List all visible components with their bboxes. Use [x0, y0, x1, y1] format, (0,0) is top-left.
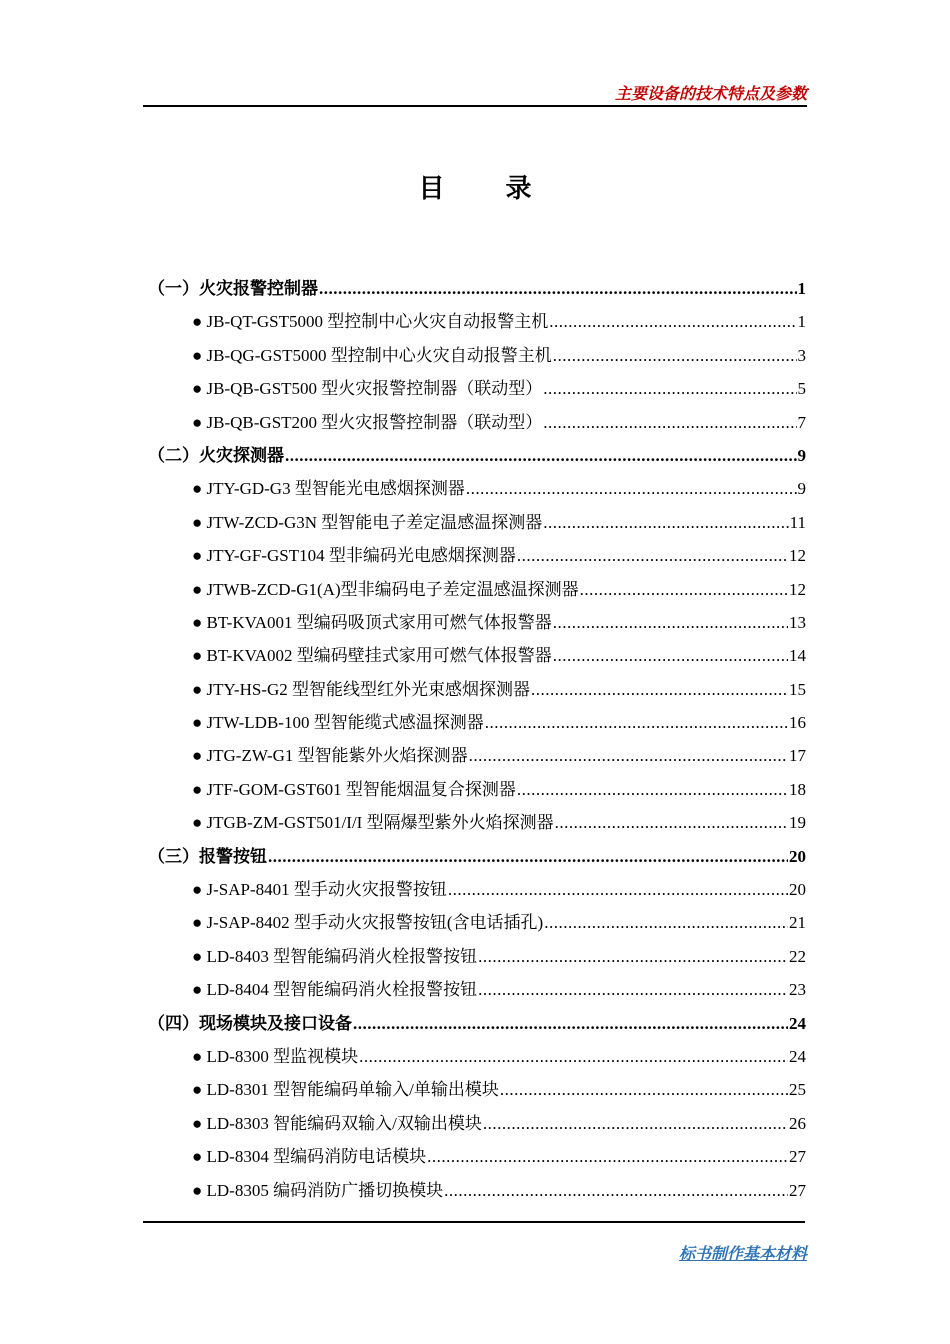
- toc-entry-label: （三）报警按钮: [148, 846, 267, 866]
- toc-item-entry[interactable]: [148, 643, 806, 676]
- toc-item-entry[interactable]: [148, 343, 806, 376]
- toc-entry-label: ● JTW-ZCD-G3N 型智能电子差定温感温探测器: [192, 512, 543, 532]
- toc-dot-leader: [555, 810, 788, 836]
- toc-item-entry[interactable]: [148, 1044, 806, 1077]
- toc-dot-leader: [500, 1077, 788, 1103]
- toc-dot-leader: [517, 543, 788, 569]
- toc-dot-leader: [553, 643, 788, 669]
- toc-item-entry[interactable]: [148, 677, 806, 710]
- toc-entry-label: ● JB-QB-GST200 型火灾报警控制器（联动型）: [192, 412, 543, 432]
- toc-item-entry[interactable]: [148, 944, 806, 977]
- toc-item-entry[interactable]: [148, 1111, 806, 1144]
- toc-dot-leader: [485, 710, 788, 736]
- toc-page-number: 27: [789, 1147, 806, 1167]
- toc-dot-leader: [285, 443, 797, 469]
- toc-section-entry[interactable]: [148, 443, 806, 476]
- toc-page-number: 12: [789, 546, 806, 566]
- toc-entry-label: ● JB-QT-GST5000 型控制中心火灾自动报警主机: [192, 312, 549, 332]
- toc-section-entry[interactable]: [148, 1011, 806, 1044]
- toc-dot-leader: [359, 1044, 788, 1070]
- toc-item-entry[interactable]: [148, 543, 806, 576]
- toc-page-number: 25: [789, 1080, 806, 1100]
- toc-entry-label: ● LD-8301 型智能编码单输入/单输出模块: [192, 1080, 499, 1100]
- footer-rule: [143, 1221, 805, 1223]
- toc-entry-label: ● LD-8300 型监视模块: [192, 1046, 359, 1066]
- toc-item-entry[interactable]: [148, 743, 806, 776]
- toc-page-number: 5: [797, 379, 806, 399]
- toc-dot-leader: [543, 376, 796, 402]
- toc-page-number: 1: [797, 279, 806, 298]
- toc-entry-label: ● JTG-ZW-G1 型智能紫外火焰探测器: [192, 746, 468, 766]
- toc-page-number: 13: [789, 612, 806, 632]
- toc-entry-label: ● LD-8303 智能编码双输入/双输出模块: [192, 1113, 482, 1133]
- toc-entry-label: ● LD-8305 编码消防广播切换模块: [192, 1180, 444, 1200]
- toc-page-number: 3: [797, 345, 806, 365]
- toc-page-number: 12: [789, 579, 806, 599]
- toc-item-entry[interactable]: [148, 1178, 806, 1211]
- toc-entry-label: ● LD-8304 型编码消防电话模块: [192, 1147, 427, 1167]
- toc-item-entry[interactable]: [148, 610, 806, 643]
- header-rule: [143, 105, 807, 107]
- toc-item-entry[interactable]: [148, 309, 806, 342]
- toc-page-number: 20: [789, 880, 806, 900]
- toc-page-number: 17: [789, 746, 806, 766]
- page-header-title: 主要设备的技术特点及参数: [614, 84, 807, 103]
- table-of-contents: [148, 276, 806, 1211]
- toc-dot-leader: [469, 743, 788, 769]
- toc-page-number: 24: [789, 1013, 806, 1033]
- toc-dot-leader: [543, 410, 796, 436]
- toc-entry-label: ● BT-KVA001 型编码吸顶式家用可燃气体报警器: [192, 612, 552, 632]
- toc-dot-leader: [466, 476, 797, 502]
- toc-page-number: 24: [789, 1046, 806, 1066]
- toc-entry-label: （四）现场模块及接口设备: [148, 1013, 352, 1033]
- toc-item-entry[interactable]: [148, 376, 806, 409]
- toc-entry-label: ● LD-8403 型智能编码消火栓报警按钮: [192, 946, 478, 966]
- toc-dot-leader: [549, 309, 796, 335]
- toc-entry-label: ● JTWB-ZCD-G1(A)型非编码电子差定温感温探测器: [192, 579, 579, 599]
- toc-entry-label: ● J-SAP-8402 型手动火灾报警按钮(含电话插孔): [192, 913, 544, 933]
- toc-dot-leader: [544, 910, 788, 936]
- toc-page-number: 19: [789, 813, 806, 833]
- toc-page-number: 11: [789, 512, 806, 532]
- toc-entry-label: ● JTY-HS-G2 型智能线型红外光束感烟探测器: [192, 679, 530, 699]
- toc-title: 目 录: [418, 174, 558, 204]
- toc-dot-leader: [531, 677, 788, 703]
- toc-entry-label: ● JTY-GD-G3 型智能光电感烟探测器: [192, 479, 465, 499]
- toc-entry-label: ● JTF-GOM-GST601 型智能烟温复合探测器: [192, 779, 516, 799]
- toc-item-entry[interactable]: [148, 777, 806, 810]
- toc-item-entry[interactable]: [148, 877, 806, 910]
- toc-item-entry[interactable]: [148, 977, 806, 1010]
- toc-page-number: 22: [789, 946, 806, 966]
- toc-dot-leader: [483, 1111, 788, 1137]
- toc-page-number: 21: [789, 913, 806, 933]
- toc-page-number: 23: [789, 980, 806, 1000]
- toc-dot-leader: [580, 577, 788, 603]
- toc-item-entry[interactable]: [148, 577, 806, 610]
- toc-page-number: 20: [789, 846, 806, 866]
- toc-item-entry[interactable]: [148, 510, 806, 543]
- toc-section-entry[interactable]: [148, 844, 806, 877]
- toc-dot-leader: [353, 1011, 788, 1037]
- toc-page-number: 9: [797, 445, 806, 465]
- toc-dot-leader: [517, 777, 788, 803]
- page-footer-text: 标书制作基本材料: [678, 1244, 807, 1263]
- toc-entry-label: ● JTY-GF-GST104 型非编码光电感烟探测器: [192, 546, 516, 566]
- toc-page-number: 27: [789, 1180, 806, 1200]
- toc-entry-label: ● JTGB-ZM-GST501/I/I 型隔爆型紫外火焰探测器: [192, 813, 554, 833]
- toc-dot-leader: [478, 944, 788, 970]
- toc-dot-leader: [268, 844, 788, 870]
- toc-page-number: 15: [789, 679, 806, 699]
- toc-entry-label: ● BT-KVA002 型编码壁挂式家用可燃气体报警器: [192, 646, 552, 666]
- toc-entry-label: （二）火灾探测器: [148, 445, 284, 465]
- toc-entry-label: ● JB-QG-GST5000 型控制中心火灾自动报警主机: [192, 345, 552, 365]
- toc-item-entry[interactable]: [148, 410, 806, 443]
- toc-item-entry[interactable]: [148, 1144, 806, 1177]
- toc-page-number: 16: [789, 713, 806, 733]
- toc-item-entry[interactable]: [148, 910, 806, 943]
- toc-item-entry[interactable]: [148, 810, 806, 843]
- toc-page-number: 9: [797, 479, 806, 499]
- toc-entry-label: ● JTW-LDB-100 型智能缆式感温探测器: [192, 713, 484, 733]
- toc-section-entry[interactable]: [148, 276, 806, 309]
- toc-dot-leader: [319, 276, 797, 302]
- toc-entry-label: ● J-SAP-8401 型手动火灾报警按钮: [192, 880, 447, 900]
- toc-entry-label: ● JB-QB-GST500 型火灾报警控制器（联动型）: [192, 379, 543, 399]
- toc-page-number: 1: [797, 312, 806, 332]
- toc-item-entry[interactable]: [148, 476, 806, 509]
- toc-item-entry[interactable]: [148, 710, 806, 743]
- toc-entry-label: （一）火灾报警控制器: [148, 279, 318, 298]
- toc-dot-leader: [553, 610, 788, 636]
- toc-dot-leader: [553, 343, 797, 369]
- toc-item-entry[interactable]: [148, 1077, 806, 1110]
- toc-page-number: 26: [789, 1113, 806, 1133]
- toc-page-number: 7: [797, 412, 806, 432]
- toc-dot-leader: [478, 977, 788, 1003]
- toc-dot-leader: [543, 510, 788, 536]
- toc-dot-leader: [444, 1178, 788, 1204]
- toc-dot-leader: [427, 1144, 788, 1170]
- toc-entry-label: ● LD-8404 型智能编码消火栓报警按钮: [192, 980, 478, 1000]
- toc-page-number: 18: [789, 779, 806, 799]
- toc-dot-leader: [448, 877, 788, 903]
- toc-page-number: 14: [789, 646, 806, 666]
